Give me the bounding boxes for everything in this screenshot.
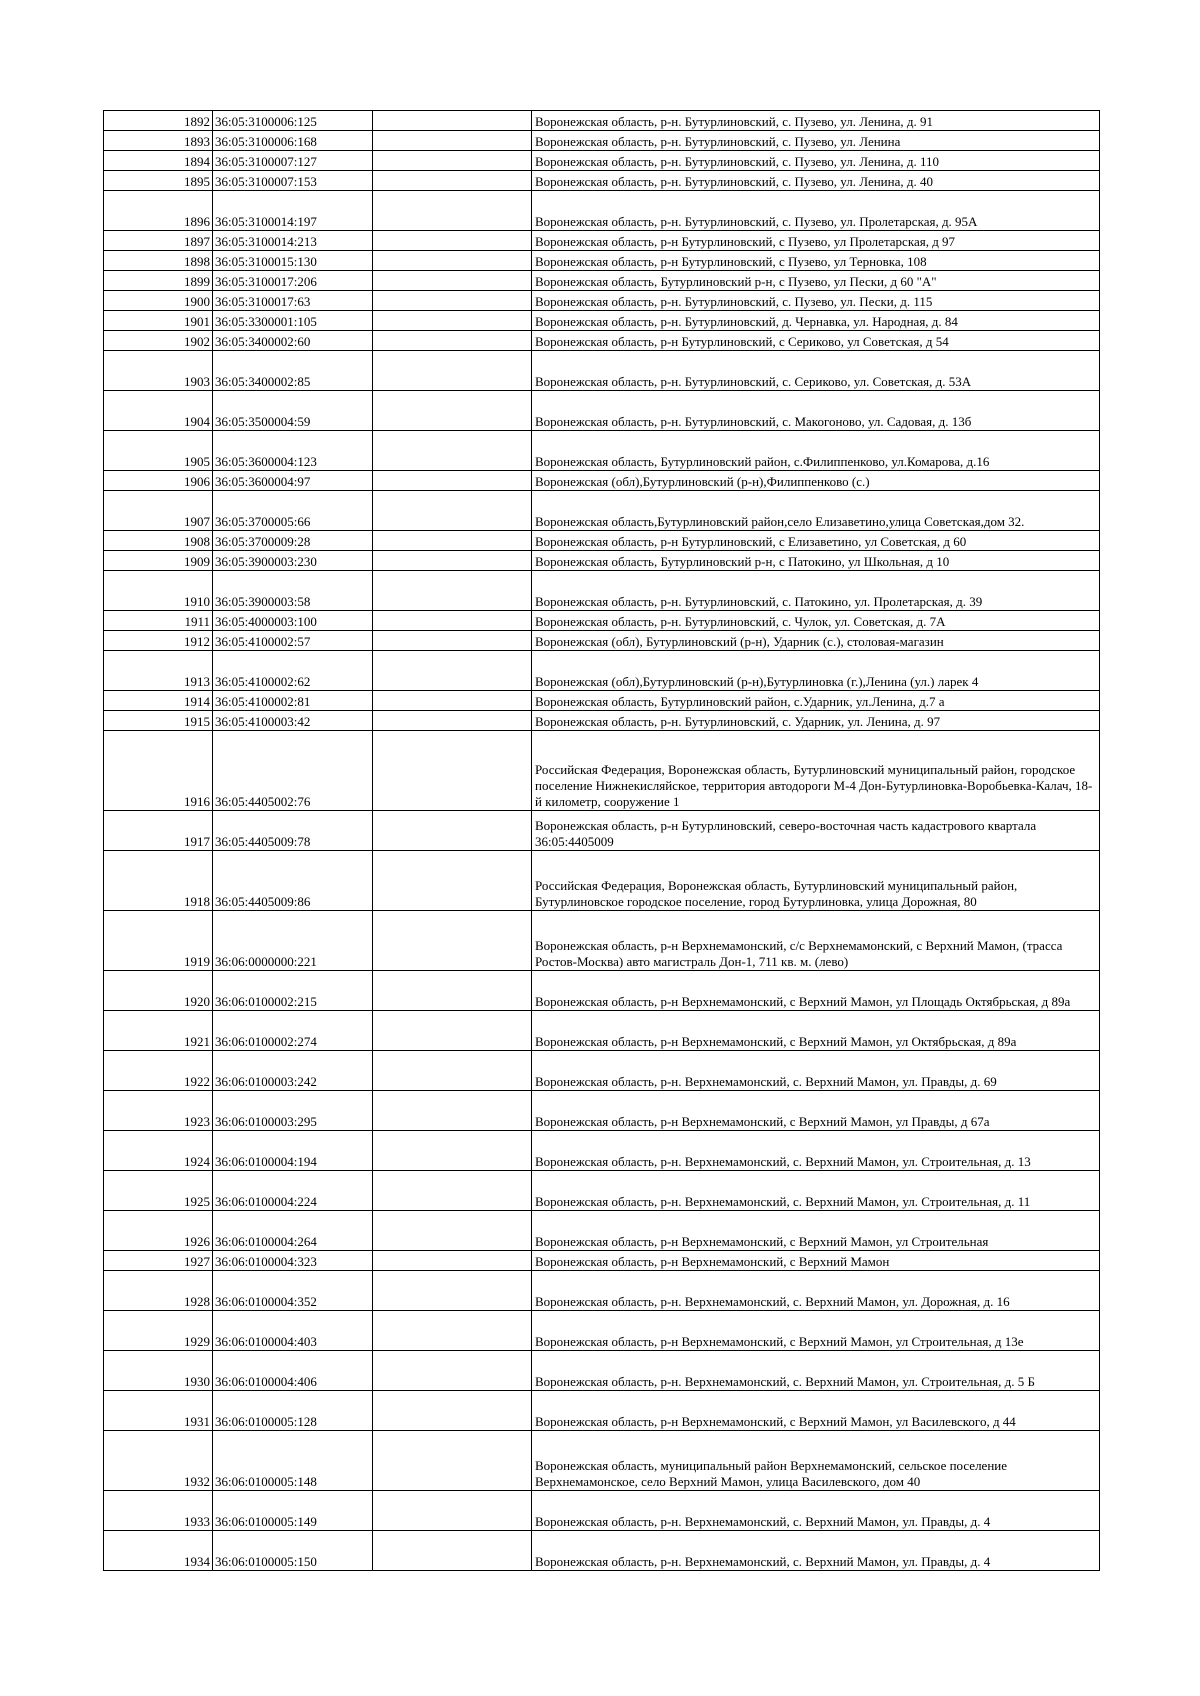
cadastral-number-cell: 36:05:3100017:206 — [213, 271, 373, 291]
row-number-cell: 1913 — [104, 651, 213, 691]
empty-cell — [373, 1271, 532, 1311]
table-row — [104, 1351, 1100, 1391]
table-row — [104, 1171, 1100, 1211]
row-number-cell: 1918 — [104, 851, 213, 911]
table-row — [104, 331, 1100, 351]
address-cell: Воронежская область, р-н. Бутурлиновский, с. Ударник, ул. Ленина, д. 97 — [532, 711, 1100, 731]
table-row — [104, 971, 1100, 1011]
empty-cell — [373, 1011, 532, 1051]
row-number-cell: 1921 — [104, 1011, 213, 1051]
table-row — [104, 1011, 1100, 1051]
row-number-cell: 1914 — [104, 691, 213, 711]
cadastral-number-cell: 36:06:0100005:128 — [213, 1391, 373, 1431]
address-cell: Воронежская область, р-н. Бутурлиновский, с. Пузево, ул. Пески, д. 115 — [532, 291, 1100, 311]
table-row — [104, 631, 1100, 651]
address-cell: Воронежская (обл),Бутурлиновский (р-н),Филиппенково (с.) — [532, 471, 1100, 491]
table-row — [104, 551, 1100, 571]
address-cell: Воронежская область, р-н. Бутурлиновский, с. Чулок, ул. Советская, д. 7А — [532, 611, 1100, 631]
cadastral-number-cell: 36:05:3900003:58 — [213, 571, 373, 611]
cadastral-number-cell: 36:05:3100007:153 — [213, 171, 373, 191]
table-row — [104, 911, 1100, 971]
cadastral-number-cell: 36:06:0100004:323 — [213, 1251, 373, 1271]
empty-cell — [373, 1171, 532, 1211]
cadastral-number-cell: 36:06:0100005:149 — [213, 1491, 373, 1531]
address-cell: Воронежская область, Бутурлиновский район, с.Ударник, ул.Ленина, д.7 а — [532, 691, 1100, 711]
table-row — [104, 571, 1100, 611]
table-row — [104, 351, 1100, 391]
table-row — [104, 611, 1100, 631]
address-cell: Воронежская область, р-н. Бутурлиновский, с. Макогоново, ул. Садовая, д. 13б — [532, 391, 1100, 431]
empty-cell — [373, 731, 532, 811]
table-row — [104, 1311, 1100, 1351]
address-cell: Воронежская область, р-н. Бутурлиновский, с. Пузево, ул. Пролетарская, д. 95А — [532, 191, 1100, 231]
row-number-cell: 1930 — [104, 1351, 213, 1391]
row-number-cell: 1908 — [104, 531, 213, 551]
address-cell: Воронежская область, Бутурлиновский район, с.Филиппенково, ул.Комарова, д.16 — [532, 431, 1100, 471]
empty-cell — [373, 391, 532, 431]
cadastral-number-cell: 36:05:3100014:197 — [213, 191, 373, 231]
empty-cell — [373, 1431, 532, 1491]
empty-cell — [373, 191, 532, 231]
address-cell: Воронежская область, р-н. Бутурлиновский, с. Патокино, ул. Пролетарская, д. 39 — [532, 571, 1100, 611]
row-number-cell: 1900 — [104, 291, 213, 311]
cadastral-number-cell: 36:05:4405002:76 — [213, 731, 373, 811]
cadastral-number-cell: 36:05:4405009:86 — [213, 851, 373, 911]
empty-cell — [373, 471, 532, 491]
empty-cell — [373, 1211, 532, 1251]
table-row — [104, 291, 1100, 311]
cadastral-number-cell: 36:05:3400002:60 — [213, 331, 373, 351]
empty-cell — [373, 151, 532, 171]
cadastral-number-cell: 36:05:4100002:62 — [213, 651, 373, 691]
empty-cell — [373, 711, 532, 731]
address-cell: Воронежская (обл), Бутурлиновский (р-н), Ударник (с.), столовая-магазин — [532, 631, 1100, 651]
row-number-cell: 1910 — [104, 571, 213, 611]
address-cell: Воронежская область, р-н. Верхнемамонский, с. Верхний Мамон, ул. Строительная, д. 11 — [532, 1171, 1100, 1211]
empty-cell — [373, 1091, 532, 1131]
cadastral-number-cell: 36:05:4100002:81 — [213, 691, 373, 711]
address-cell: Воронежская область, р-н Верхнемамонский, с Верхний Мамон — [532, 1251, 1100, 1271]
row-number-cell: 1907 — [104, 491, 213, 531]
empty-cell — [373, 551, 532, 571]
row-number-cell: 1927 — [104, 1251, 213, 1271]
cadastral-number-cell: 36:05:3500004:59 — [213, 391, 373, 431]
row-number-cell: 1895 — [104, 171, 213, 191]
address-cell: Воронежская область,Бутурлиновский район,село Елизаветино,улица Советская,дом 32. — [532, 491, 1100, 531]
table-row — [104, 251, 1100, 271]
cadastral-number-cell: 36:06:0100005:148 — [213, 1431, 373, 1491]
table-row — [104, 1491, 1100, 1531]
row-number-cell: 1909 — [104, 551, 213, 571]
address-cell: Воронежская область, р-н. Верхнемамонский, с. Верхний Мамон, ул. Строительная, д. 13 — [532, 1131, 1100, 1171]
cadastral-number-cell: 36:06:0000000:221 — [213, 911, 373, 971]
table-row — [104, 691, 1100, 711]
cadastral-number-cell: 36:05:3100014:213 — [213, 231, 373, 251]
empty-cell — [373, 291, 532, 311]
cadastral-number-cell: 36:06:0100002:215 — [213, 971, 373, 1011]
empty-cell — [373, 611, 532, 631]
cadastral-number-cell: 36:06:0100004:352 — [213, 1271, 373, 1311]
address-cell: Воронежская область, р-н. Бутурлиновский, с. Пузево, ул. Ленина, д. 91 — [532, 111, 1100, 131]
address-cell: Воронежская область, р-н Верхнемамонский, с Верхний Мамон, ул Строительная, д 13е — [532, 1311, 1100, 1351]
address-cell: Воронежская область, р-н Бутурлиновский, северо-восточная часть кадастрового квартала 36:05:4405009 — [532, 811, 1100, 851]
row-number-cell: 1916 — [104, 731, 213, 811]
table-row — [104, 1431, 1100, 1491]
address-cell: Российская Федерация, Воронежская область, Бутурлиновский муниципальный район, Бутурлиновское городское поселение, город Бутурлиновка, улица Дорожная, 80 — [532, 851, 1100, 911]
table-row — [104, 1391, 1100, 1431]
empty-cell — [373, 1251, 532, 1271]
row-number-cell: 1901 — [104, 311, 213, 331]
row-number-cell: 1898 — [104, 251, 213, 271]
table-row — [104, 711, 1100, 731]
row-number-cell: 1912 — [104, 631, 213, 651]
table-row — [104, 1531, 1100, 1571]
cadastral-number-cell: 36:05:3700009:28 — [213, 531, 373, 551]
empty-cell — [373, 231, 532, 251]
table-row — [104, 471, 1100, 491]
empty-cell — [373, 311, 532, 331]
table-row — [104, 191, 1100, 231]
cadastral-number-cell: 36:05:3700005:66 — [213, 491, 373, 531]
address-cell: Воронежская область, р-н. Бутурлиновский, с. Пузево, ул. Ленина, д. 110 — [532, 151, 1100, 171]
table-row — [104, 531, 1100, 551]
cadastral-number-cell: 36:05:4100002:57 — [213, 631, 373, 651]
address-cell: Воронежская область, р-н Верхнемамонский, с/с Верхнемамонский, с Верхний Мамон, (трасса Ростов-Москва) авто магистраль Дон-1, 711 кв. м. (лево) — [532, 911, 1100, 971]
empty-cell — [373, 631, 532, 651]
cadastral-number-cell: 36:05:3600004:97 — [213, 471, 373, 491]
address-cell: Воронежская область, р-н Бутурлиновский, с Елизаветино, ул Советская, д 60 — [532, 531, 1100, 551]
row-number-cell: 1893 — [104, 131, 213, 151]
row-number-cell: 1931 — [104, 1391, 213, 1431]
address-cell: Воронежская область, Бутурлиновский р-н, с Патокино, ул Школьная, д 10 — [532, 551, 1100, 571]
row-number-cell: 1932 — [104, 1431, 213, 1491]
empty-cell — [373, 491, 532, 531]
empty-cell — [373, 571, 532, 611]
row-number-cell: 1924 — [104, 1131, 213, 1171]
table-row — [104, 491, 1100, 531]
address-cell: Воронежская область, р-н Верхнемамонский, с Верхний Мамон, ул Площадь Октябрьская, д 89а — [532, 971, 1100, 1011]
address-cell: Российская Федерация, Воронежская область, Бутурлиновский муниципальный район, городское поселение Нижнекисляйское, территория автодороги М-4 Дон-Бутурлиновка-Воробьевка-Калач, 18-й километр, сооружение 1 — [532, 731, 1100, 811]
row-number-cell: 1902 — [104, 331, 213, 351]
table-row — [104, 231, 1100, 251]
row-number-cell: 1892 — [104, 111, 213, 131]
cadastral-number-cell: 36:06:0100004:406 — [213, 1351, 373, 1391]
address-cell: Воронежская область, р-н Верхнемамонский, с Верхний Мамон, ул Правды, д 67а — [532, 1091, 1100, 1131]
address-cell: Воронежская область, Бутурлиновский р-н, с Пузево, ул Пески, д 60 "А" — [532, 271, 1100, 291]
row-number-cell: 1928 — [104, 1271, 213, 1311]
empty-cell — [373, 251, 532, 271]
table-row — [104, 851, 1100, 911]
address-cell: Воронежская область, р-н. Верхнемамонский, с. Верхний Мамон, ул. Правды, д. 4 — [532, 1531, 1100, 1571]
address-cell: Воронежская область, р-н. Бутурлиновский, д. Чернавка, ул. Народная, д. 84 — [532, 311, 1100, 331]
row-number-cell: 1934 — [104, 1531, 213, 1571]
address-cell: Воронежская область, р-н. Бутурлиновский, с. Сериково, ул. Советская, д. 53А — [532, 351, 1100, 391]
row-number-cell: 1899 — [104, 271, 213, 291]
address-cell: Воронежская область, р-н. Верхнемамонский, с. Верхний Мамон, ул. Дорожная, д. 16 — [532, 1271, 1100, 1311]
address-cell: Воронежская (обл),Бутурлиновский (р-н),Бутурлиновка (г.),Ленина (ул.) ларек 4 — [532, 651, 1100, 691]
row-number-cell: 1919 — [104, 911, 213, 971]
cadastral-number-cell: 36:06:0100003:242 — [213, 1051, 373, 1091]
empty-cell — [373, 851, 532, 911]
empty-cell — [373, 1051, 532, 1091]
empty-cell — [373, 531, 532, 551]
table-row — [104, 1271, 1100, 1311]
table-row — [104, 1091, 1100, 1131]
address-cell: Воронежская область, р-н Верхнемамонский, с Верхний Мамон, ул Строительная — [532, 1211, 1100, 1251]
cadastral-number-cell: 36:05:3300001:105 — [213, 311, 373, 331]
empty-cell — [373, 1491, 532, 1531]
table-row — [104, 271, 1100, 291]
cadastral-number-cell: 36:05:4405009:78 — [213, 811, 373, 851]
row-number-cell: 1933 — [104, 1491, 213, 1531]
row-number-cell: 1896 — [104, 191, 213, 231]
cadastral-number-cell: 36:05:3100007:127 — [213, 151, 373, 171]
cadastral-number-cell: 36:06:0100003:295 — [213, 1091, 373, 1131]
empty-cell — [373, 331, 532, 351]
row-number-cell: 1911 — [104, 611, 213, 631]
row-number-cell: 1897 — [104, 231, 213, 251]
address-cell: Воронежская область, р-н Верхнемамонский, с Верхний Мамон, ул Октябрьская, д 89а — [532, 1011, 1100, 1051]
row-number-cell: 1925 — [104, 1171, 213, 1211]
row-number-cell: 1922 — [104, 1051, 213, 1091]
table-row — [104, 171, 1100, 191]
table-row — [104, 311, 1100, 331]
table-row — [104, 1211, 1100, 1251]
empty-cell — [373, 431, 532, 471]
empty-cell — [373, 1531, 532, 1571]
cadastral-number-cell: 36:06:0100004:194 — [213, 1131, 373, 1171]
empty-cell — [373, 691, 532, 711]
address-cell: Воронежская область, р-н. Верхнемамонский, с. Верхний Мамон, ул. Строительная, д. 5 Б — [532, 1351, 1100, 1391]
table-row — [104, 1251, 1100, 1271]
row-number-cell: 1894 — [104, 151, 213, 171]
cadastral-number-cell: 36:05:3100006:168 — [213, 131, 373, 151]
empty-cell — [373, 1351, 532, 1391]
address-cell: Воронежская область, р-н. Бутурлиновский, с. Пузево, ул. Ленина — [532, 131, 1100, 151]
empty-cell — [373, 131, 532, 151]
table-row — [104, 1131, 1100, 1171]
cadastral-number-cell: 36:05:3900003:230 — [213, 551, 373, 571]
table-row — [104, 1051, 1100, 1091]
cadastral-number-cell: 36:06:0100004:403 — [213, 1311, 373, 1351]
row-number-cell: 1906 — [104, 471, 213, 491]
cadastral-number-cell: 36:05:3100015:130 — [213, 251, 373, 271]
table-row — [104, 131, 1100, 151]
empty-cell — [373, 1131, 532, 1171]
table-row — [104, 431, 1100, 471]
cadastral-number-cell: 36:05:3600004:123 — [213, 431, 373, 471]
address-cell: Воронежская область, р-н. Верхнемамонский, с. Верхний Мамон, ул. Правды, д. 69 — [532, 1051, 1100, 1091]
empty-cell — [373, 1391, 532, 1431]
row-number-cell: 1929 — [104, 1311, 213, 1351]
empty-cell — [373, 351, 532, 391]
address-cell: Воронежская область, р-н Верхнемамонский, с Верхний Мамон, ул Василевского, д 44 — [532, 1391, 1100, 1431]
registry-table-body — [104, 111, 1100, 1571]
registry-table — [103, 110, 1100, 1571]
address-cell: Воронежская область, р-н. Бутурлиновский, с. Пузево, ул. Ленина, д. 40 — [532, 171, 1100, 191]
row-number-cell: 1923 — [104, 1091, 213, 1131]
row-number-cell: 1905 — [104, 431, 213, 471]
cadastral-number-cell: 36:05:3100017:63 — [213, 291, 373, 311]
row-number-cell: 1904 — [104, 391, 213, 431]
empty-cell — [373, 171, 532, 191]
table-row — [104, 731, 1100, 811]
empty-cell — [373, 1311, 532, 1351]
address-cell: Воронежская область, р-н. Верхнемамонский, с. Верхний Мамон, ул. Правды, д. 4 — [532, 1491, 1100, 1531]
address-cell: Воронежская область, р-н Бутурлиновский, с Пузево, ул Терновка, 108 — [532, 251, 1100, 271]
empty-cell — [373, 971, 532, 1011]
cadastral-number-cell: 36:05:3400002:85 — [213, 351, 373, 391]
address-cell: Воронежская область, р-н Бутурлиновский, с Сериково, ул Советская, д 54 — [532, 331, 1100, 351]
cadastral-number-cell: 36:06:0100004:264 — [213, 1211, 373, 1251]
table-row — [104, 151, 1100, 171]
table-row — [104, 111, 1100, 131]
empty-cell — [373, 811, 532, 851]
table-row — [104, 651, 1100, 691]
cadastral-number-cell: 36:06:0100005:150 — [213, 1531, 373, 1571]
row-number-cell: 1903 — [104, 351, 213, 391]
row-number-cell: 1926 — [104, 1211, 213, 1251]
empty-cell — [373, 651, 532, 691]
table-row — [104, 811, 1100, 851]
row-number-cell: 1920 — [104, 971, 213, 1011]
table-row — [104, 391, 1100, 431]
address-cell: Воронежская область, р-н Бутурлиновский, с Пузево, ул Пролетарская, д 97 — [532, 231, 1100, 251]
cadastral-number-cell: 36:06:0100002:274 — [213, 1011, 373, 1051]
cadastral-number-cell: 36:05:4100003:42 — [213, 711, 373, 731]
row-number-cell: 1915 — [104, 711, 213, 731]
empty-cell — [373, 911, 532, 971]
cadastral-number-cell: 36:05:4000003:100 — [213, 611, 373, 631]
row-number-cell: 1917 — [104, 811, 213, 851]
cadastral-number-cell: 36:06:0100004:224 — [213, 1171, 373, 1211]
cadastral-number-cell: 36:05:3100006:125 — [213, 111, 373, 131]
empty-cell — [373, 271, 532, 291]
address-cell: Воронежская область, муниципальный район Верхнемамонский, сельское поселение Верхнемамонское, село Верхний Мамон, улица Василевского, дом 40 — [532, 1431, 1100, 1491]
empty-cell — [373, 111, 532, 131]
